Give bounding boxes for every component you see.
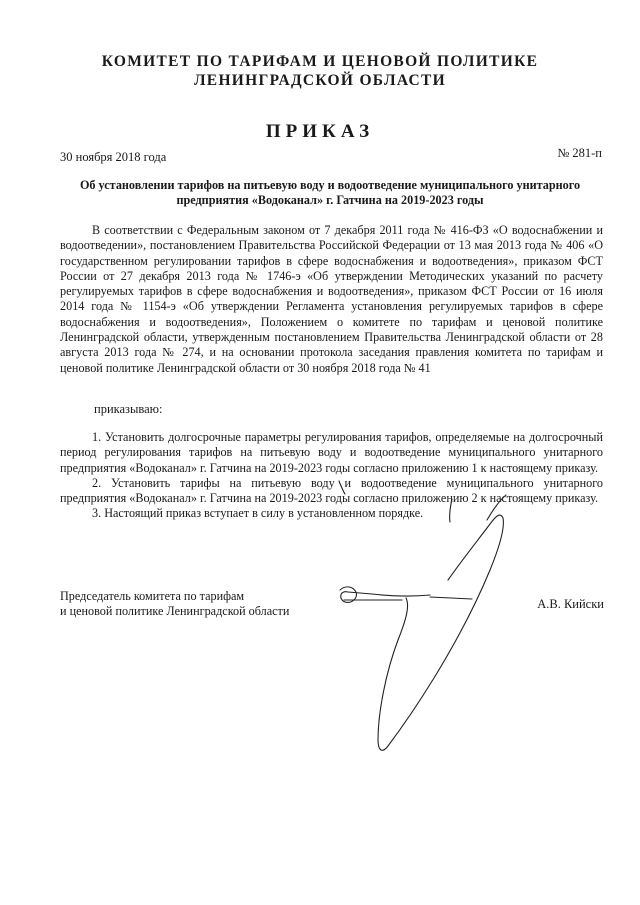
signatory-title-line1: Председатель комитета по тарифам [60,589,245,603]
signatory-name: А.В. Кийски [537,597,604,611]
order-items [60,430,603,522]
order-item-3: 3. Настоящий приказ вступает в силу в установленном порядке. [92,506,424,521]
document-date: 30 ноября 2018 года [60,150,167,164]
document-subject: Об установлении тарифов на питьевую воду и водоотведение муниципального унитарного предприятия «Водоканал» г. Гатчина на 2019-2023 годы [79,178,581,207]
order-word: приказываю: [94,402,163,416]
org-name-line1: КОМИТЕТ ПО ТАРИФАМ И ЦЕНОВОЙ ПОЛИТИКЕ [101,53,539,70]
document-title: ПРИКАЗ [265,121,375,142]
order-item-2: 2. Установить тарифы на питьевую воду и водоотведение муниципального унитарного предприятия «Водоканал» г. Гатчина на 2019-2023 годы согласно приложению 2 к настоящему приказу. [60,475,603,506]
signatory-title [60,589,289,620]
document-number: № 281-п [557,146,602,160]
org-name-line2: ЛЕНИНГРАДСКОЙ ОБЛАСТИ [193,72,447,89]
preamble-paragraph: В соответствии с Федеральным законом от 7 декабря 2011 года № 416-ФЗ «О водоснабжении и водоотведении», постановлением Правительства Российской Федерации от 13 мая 2013 года № 406 «О государственном регулировании тарифов в сфере водоснабжения и водоотведения», приказом ФСТ России от 27 декабря 2013 года № 1746-э «Об утверждении Методических указаний по расчету регулируемых тарифов в сфере водоснабжения и водоотведения», приказом ФСТ России от 16 июля 2014 года № 1154-э «Об утверждении Регламента установления регулируемых тарифов в сфере водоснабжения и водоотведения», Положением о комитете по тарифам и ценовой политике Ленинградской области, утвержденным постановлением Правительства Ленинградской области от 28 августа 2013 года № 274, и на основании протокола заседания правления комитета по тарифам и ценовой политике Ленинградской области от 30 ноября 2018 года № 41 [60,223,603,375]
signatory-title-line2: и ценовой политике Ленинградской области [60,604,290,619]
order-item-1: 1. Установить долгосрочные параметры регулирования тарифов, определяемые на долгосрочный период регулирования тарифов на питьевую воду и водоотведение муниципального унитарного предприятия «Водоканал» г. Гатчина на 2019-2023 годы согласно приложению 1 к настоящему приказу. [60,430,603,475]
